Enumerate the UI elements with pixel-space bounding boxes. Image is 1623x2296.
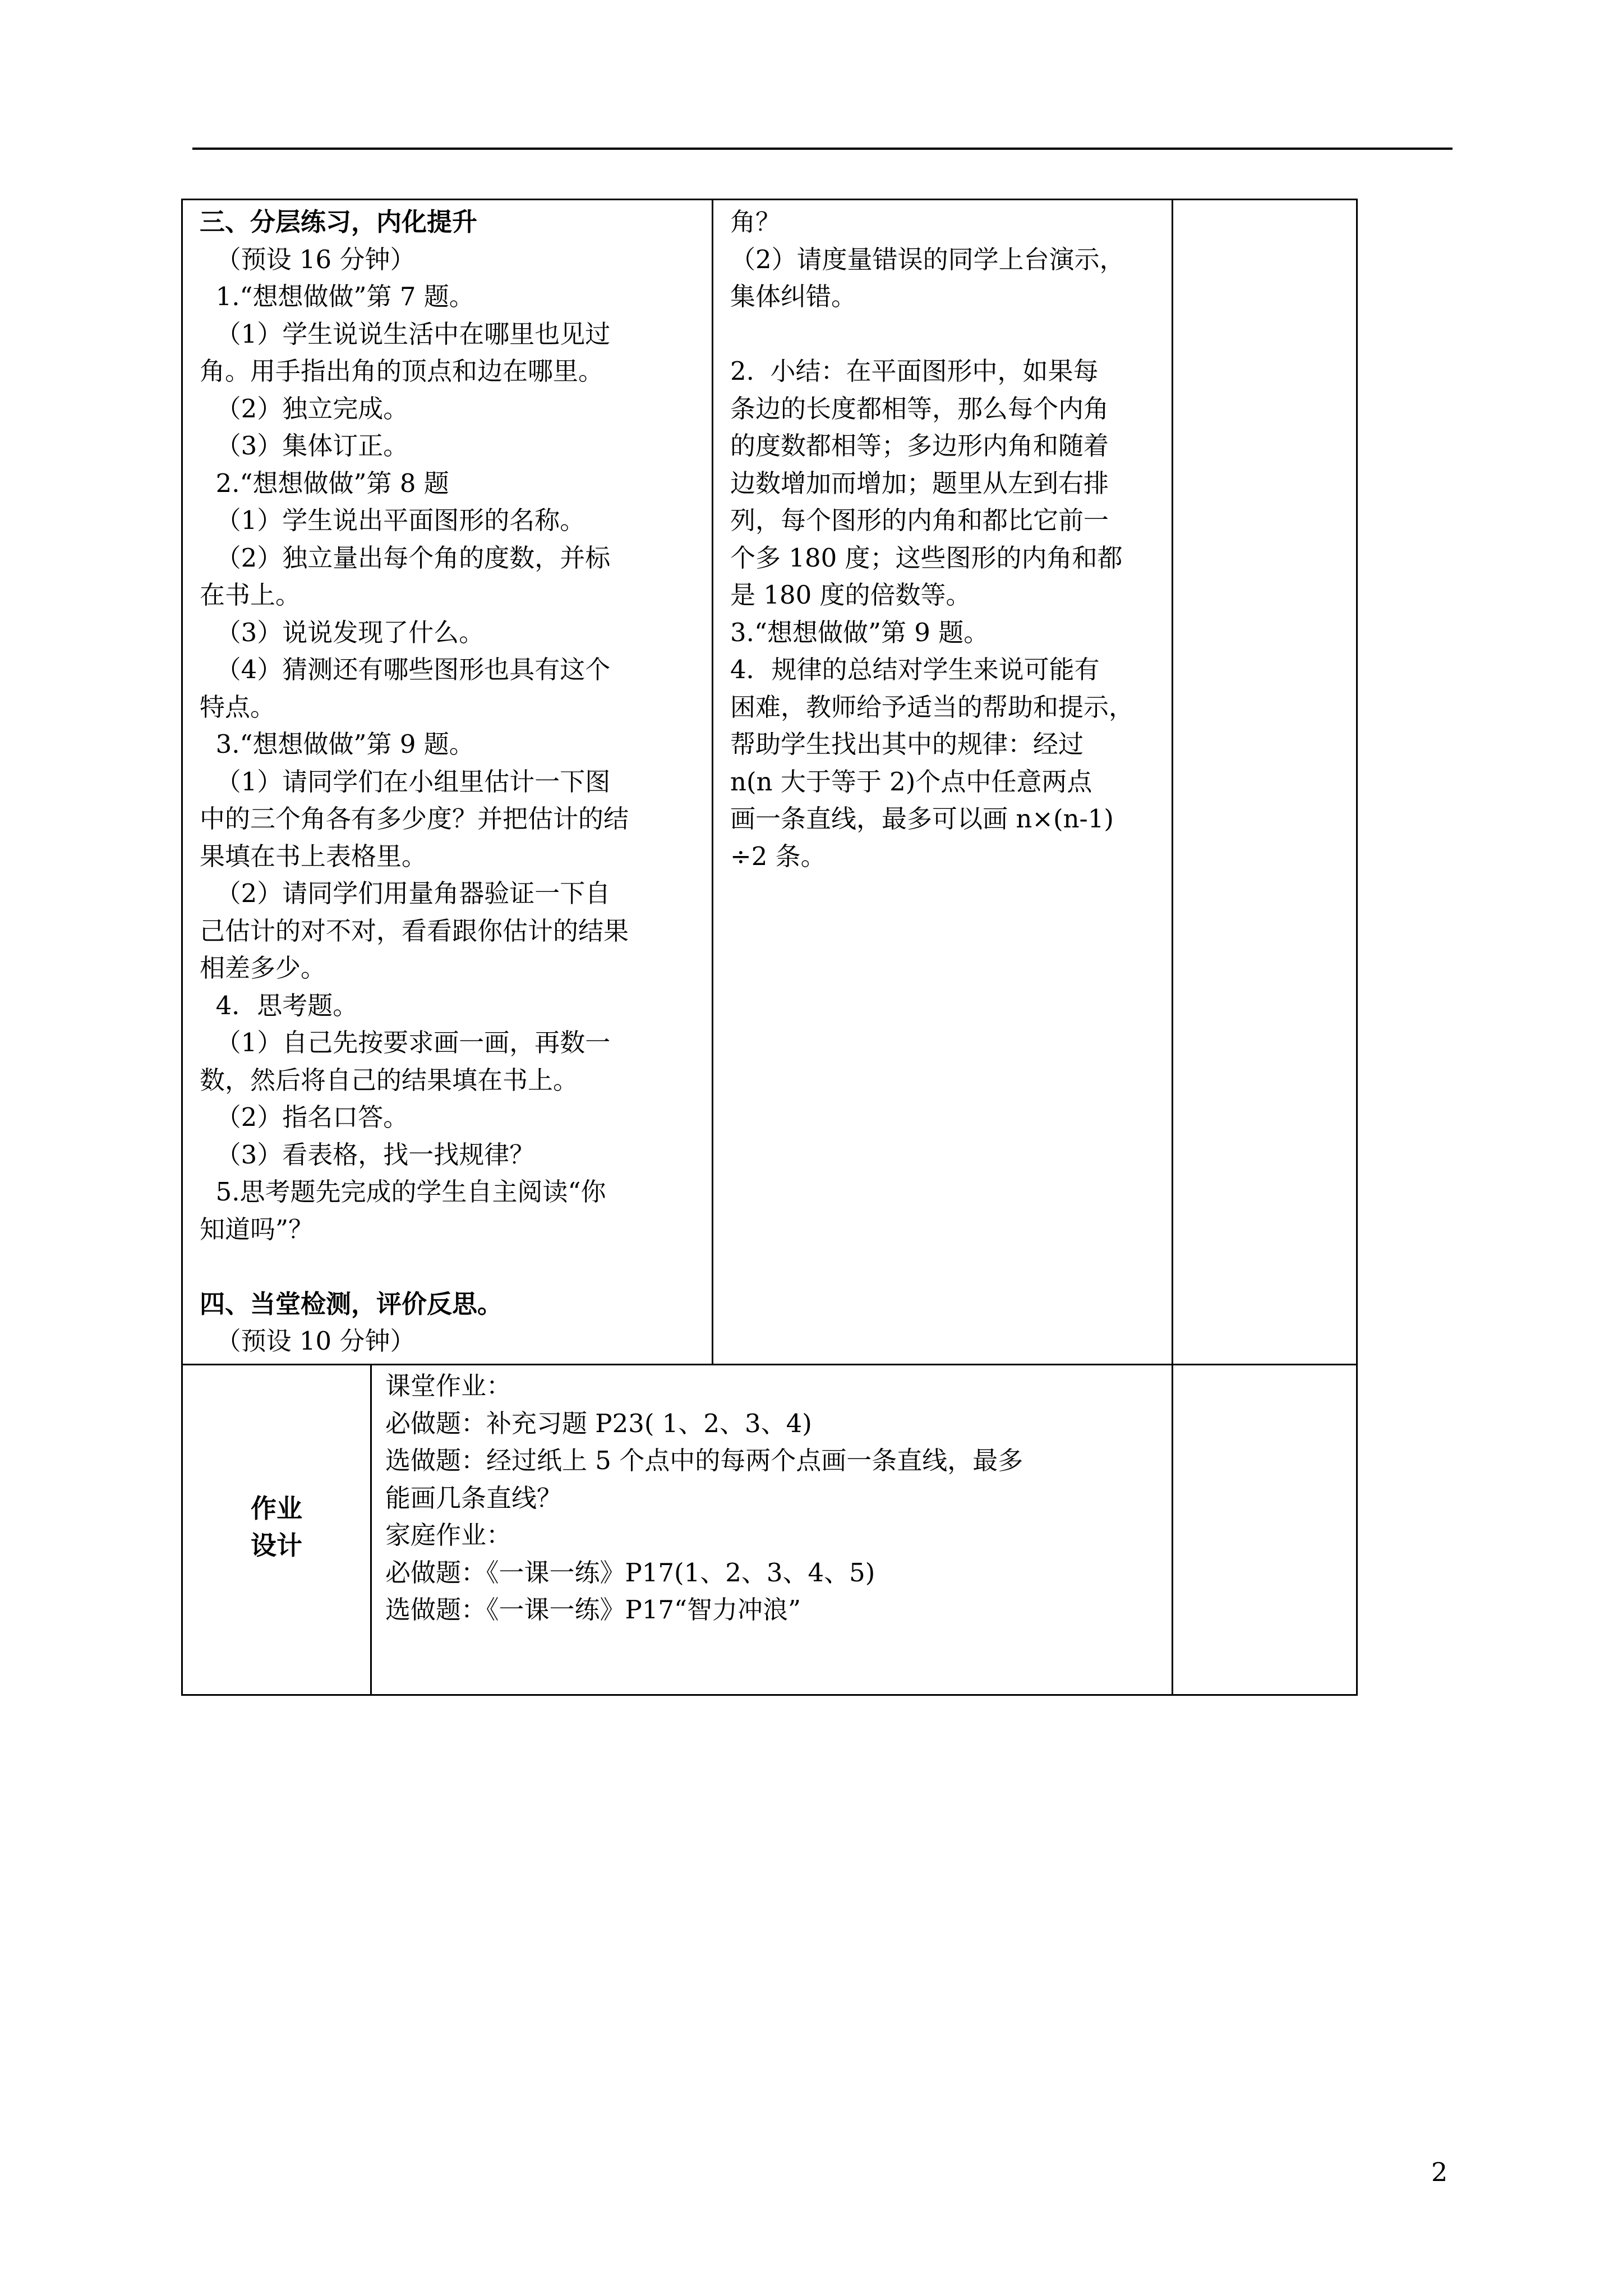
- student-activity-text: [713, 200, 1172, 875]
- homework-line: 课堂作业：: [385, 1371, 512, 1401]
- teacher-activity-line: 角。用手指出角的顶点和边在哪里。: [200, 356, 604, 386]
- practice-row: [182, 200, 1357, 1365]
- teacher-activity-line: （3）看表格，找一找规律？: [200, 1139, 535, 1170]
- student-activity-line: 集体纠错。: [730, 282, 857, 311]
- notes-cell: [1173, 200, 1357, 1365]
- teacher-activity-text: [183, 200, 712, 1360]
- teacher-activity-line: 数，然后将自己的结果填在书上。: [200, 1065, 579, 1095]
- teacher-activity-line: 己估计的对不对，看看跟你估计的结果: [200, 915, 629, 946]
- teacher-activity-line: 特点。: [200, 692, 276, 722]
- student-activity-line: 困难，教师给予适当的帮助和提示，: [730, 692, 1135, 722]
- homework-line: 必做题：补充习题 P23( 1、2、3、4): [385, 1408, 812, 1438]
- homework-content-cell: [371, 1365, 1173, 1695]
- homework-row: [182, 1365, 1357, 1695]
- teacher-activity-line: 3.“想想做做”第 9 题。: [200, 729, 474, 759]
- teacher-activity-line: 5.思考题先完成的学生自主阅读“你: [200, 1177, 606, 1207]
- teacher-activity-line: （1）请同学们在小组里估计一下图: [200, 766, 611, 797]
- teacher-activity-cell: [182, 200, 713, 1365]
- teacher-activity-line: （1）学生说说生活中在哪里也见过: [200, 319, 611, 349]
- teacher-activity-line: （2）独立量出每个角的度数，并标: [200, 542, 611, 573]
- homework-line: 必做题：《一课一练》P17(1、2、3、4、5): [385, 1557, 875, 1588]
- teacher-activity-line: （预设 16 分钟）: [200, 244, 416, 274]
- page-number: 2: [1431, 2157, 1448, 2187]
- student-activity-line: ÷2 条。: [730, 841, 826, 871]
- teacher-activity-line: （1）学生说出平面图形的名称。: [200, 505, 585, 535]
- teacher-activity-line: （预设 10 分钟）: [200, 1326, 416, 1356]
- teacher-activity-line: （4）猜测还有哪些图形也具有这个: [200, 655, 611, 684]
- student-activity-line: 是 180 度的倍数等。: [730, 580, 971, 610]
- student-activity-cell: [713, 200, 1173, 1365]
- student-activity-line: 帮助学生找出其中的规律：经过: [730, 729, 1084, 759]
- student-activity-line: 列，每个图形的内角和都比它前一: [730, 505, 1109, 535]
- teacher-activity-line: （3）说说发现了什么。: [200, 617, 485, 647]
- student-activity-line: 个多 180 度；这些图形的内角和都: [730, 542, 1123, 573]
- homework-label: [251, 1490, 302, 1564]
- student-activity-line: 3.“想想做做”第 9 题。: [730, 617, 989, 647]
- homework-label-cell: [182, 1365, 371, 1695]
- student-activity-line: （2）请度量错误的同学上台演示，: [730, 244, 1125, 274]
- teacher-activity-line: 1.“想想做做”第 7 题。: [200, 282, 474, 311]
- teacher-activity-line: 知道吗”？: [200, 1214, 314, 1244]
- teacher-activity-line: 在书上。: [200, 580, 301, 610]
- homework-line: 家庭作业：: [385, 1520, 512, 1550]
- homework-line: 选做题：《一课一练》P17“智力冲浪”: [385, 1595, 801, 1625]
- homework-label-line1: 作业: [251, 1493, 302, 1524]
- homework-line: 能画几条直线？: [385, 1483, 562, 1513]
- homework-content-text: [372, 1365, 1172, 1629]
- header-rule: [192, 148, 1453, 150]
- student-activity-line: 2. 小结：在平面图形中，如果每: [730, 356, 1099, 386]
- student-activity-line: n(n 大于等于 2)个点中任意两点: [730, 766, 1092, 797]
- section-heading: 三、分层练习，内化提升: [200, 207, 478, 237]
- student-activity-line: 4．规律的总结对学生来说可能有: [730, 655, 1100, 684]
- student-activity-line: 的度数都相等；多边形内角和随着: [730, 431, 1109, 461]
- student-activity-line: 画一条直线，最多可以画 n×(n-1): [730, 804, 1114, 834]
- teacher-activity-line: 相差多少。: [200, 953, 326, 983]
- student-activity-line: 条边的长度都相等，那么每个内角: [730, 393, 1109, 424]
- teacher-activity-line: 中的三个角各有多少度？并把估计的结: [200, 804, 629, 834]
- teacher-activity-line: （2）请同学们用量角器验证一下自: [200, 878, 611, 908]
- teacher-activity-line: （2）指名口答。: [200, 1102, 409, 1132]
- teacher-activity-line: （2）独立完成。: [200, 393, 409, 424]
- teacher-activity-line: （3）集体订正。: [200, 431, 409, 461]
- homework-label-line2: 设计: [251, 1530, 302, 1561]
- teacher-activity-line: 4．思考题。: [200, 990, 358, 1020]
- teacher-activity-line: [200, 1248, 704, 1286]
- section-heading: 四、当堂检测，评价反思。: [200, 1289, 503, 1319]
- teacher-activity-line: 果填在书上表格里。: [200, 841, 427, 871]
- student-activity-line: [730, 316, 1164, 353]
- teacher-activity-line: （1）自己先按要求画一画，再数一: [200, 1028, 611, 1057]
- homework-line: 选做题：经过纸上 5 个点中的每两个点画一条直线，最多: [385, 1446, 1023, 1475]
- homework-notes-cell: [1173, 1365, 1357, 1695]
- student-activity-line: 角？: [730, 207, 781, 237]
- student-activity-line: 边数增加而增加；题里从左到右排: [730, 468, 1109, 498]
- teacher-activity-line: 2.“想想做做”第 8 题: [200, 468, 449, 498]
- lesson-plan-table: [181, 199, 1358, 1696]
